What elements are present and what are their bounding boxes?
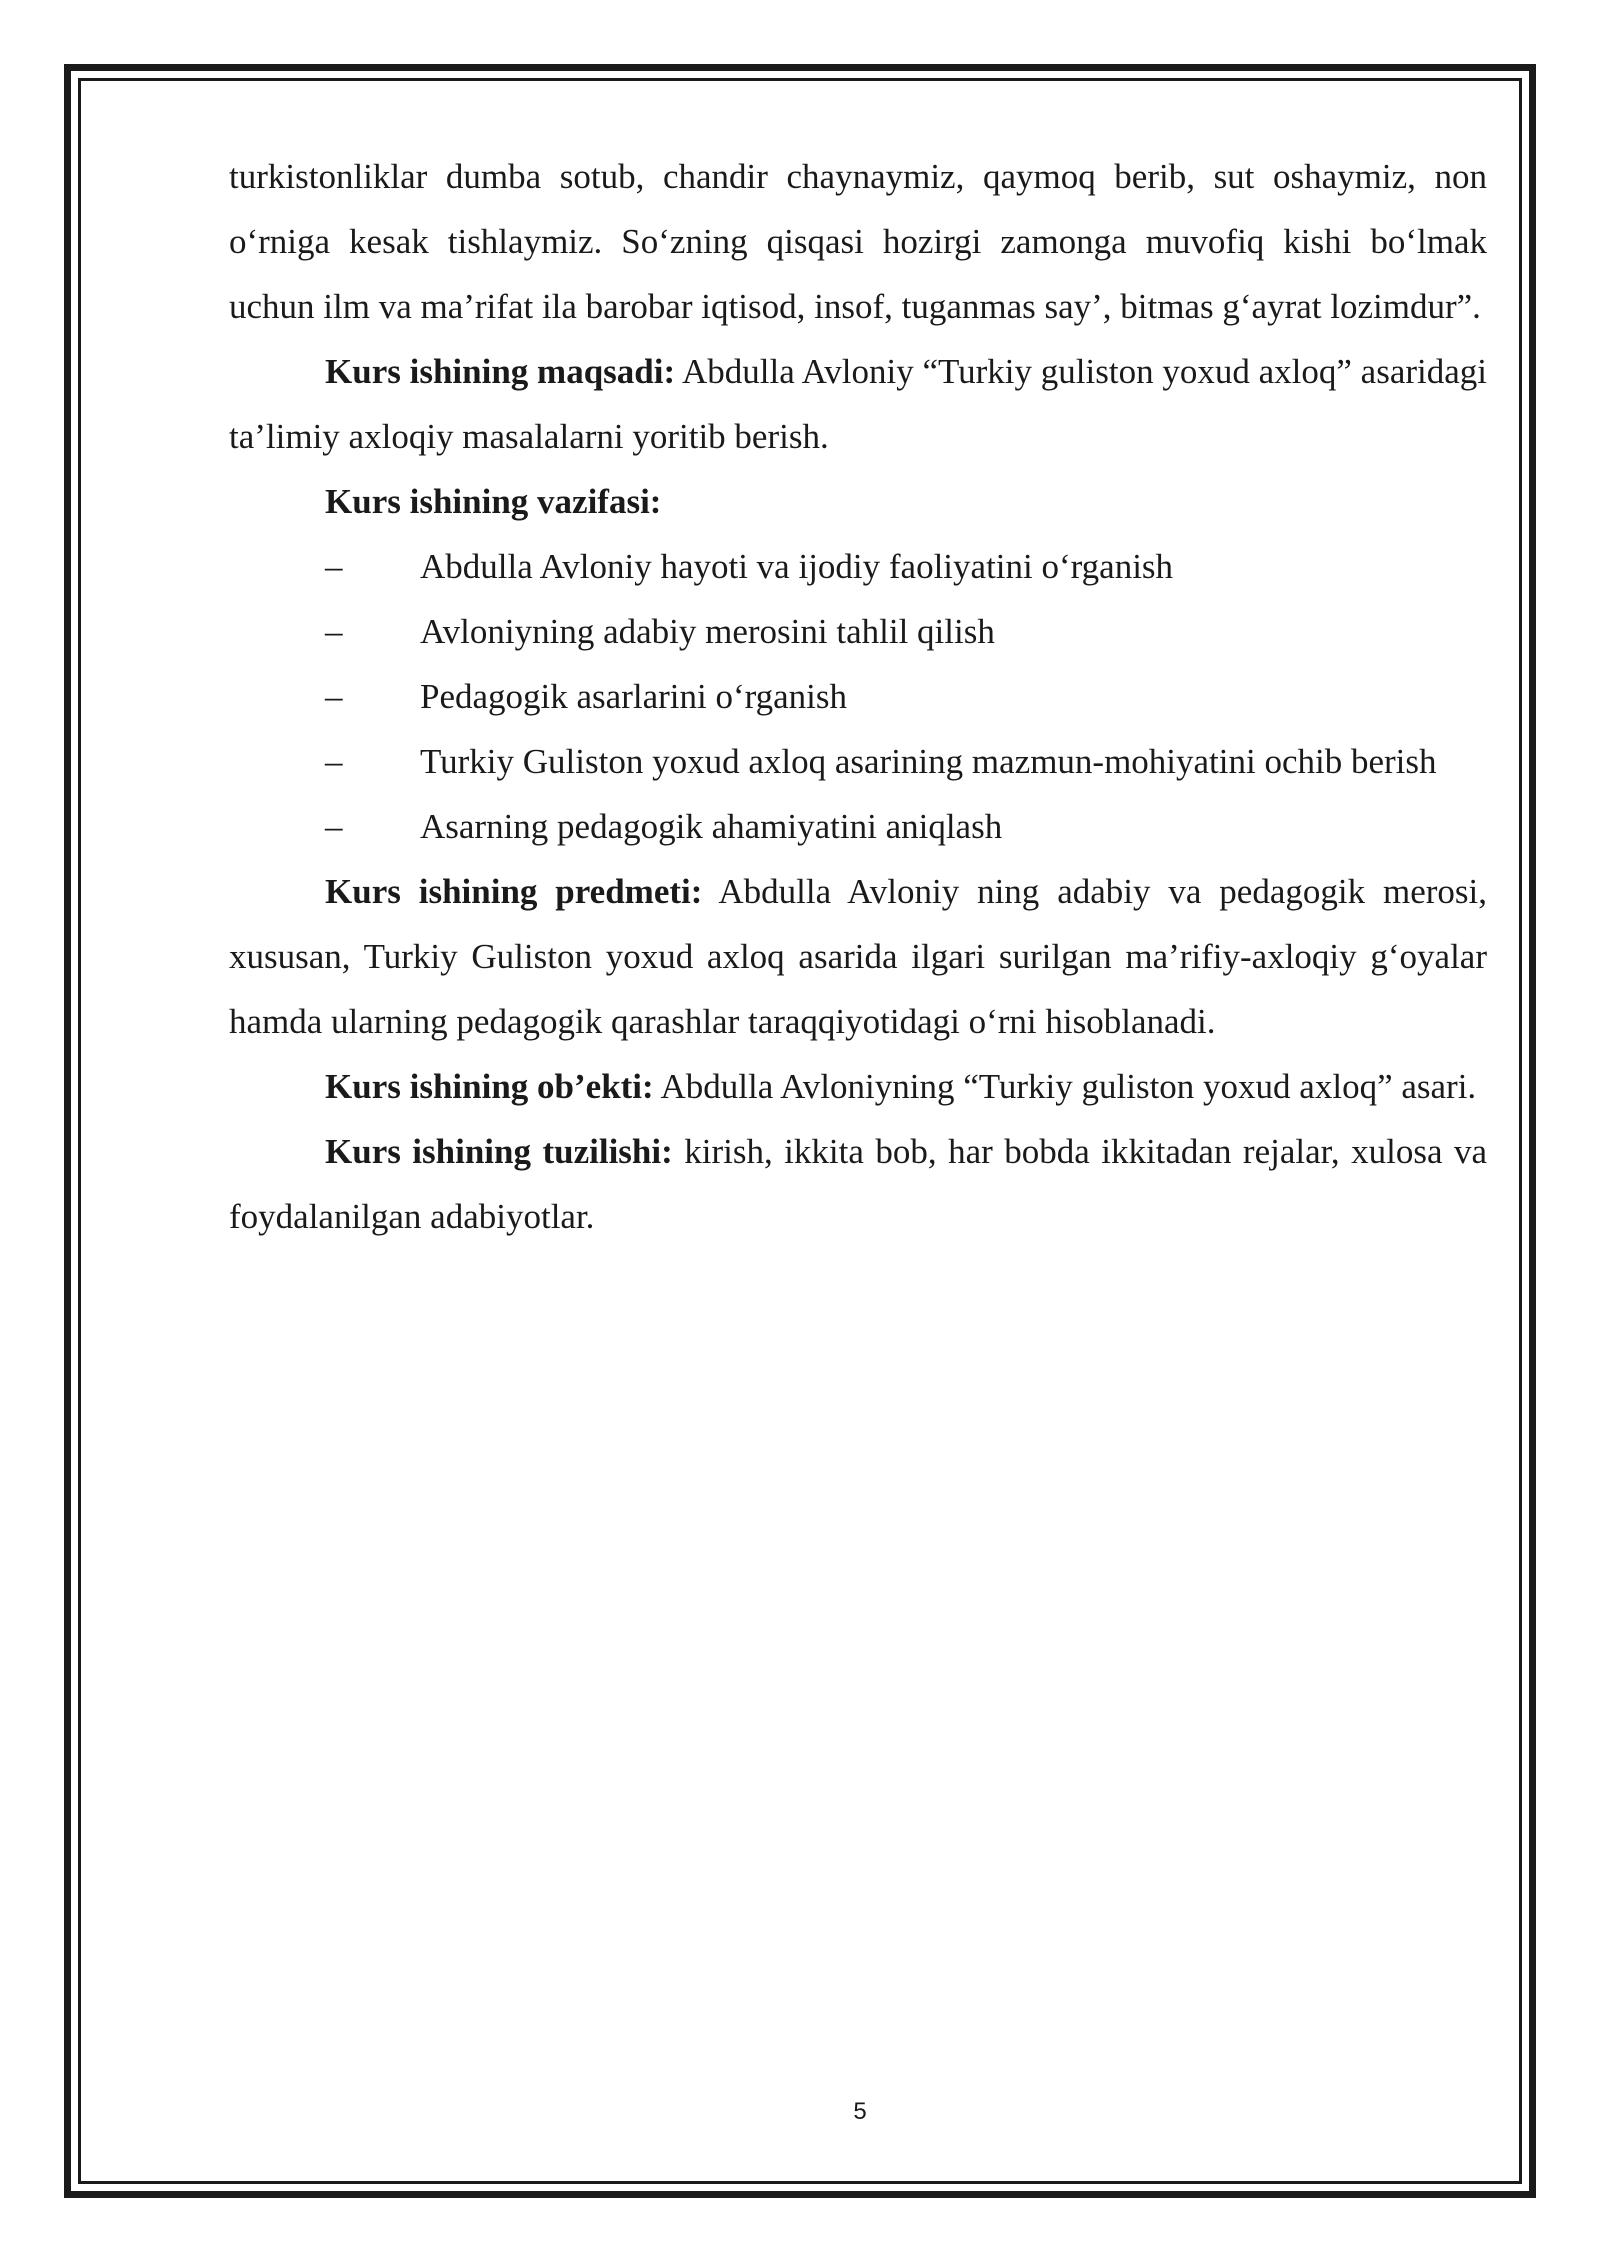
subject-text: Abdulla Avloniy ning adabiy va pedagogik merosi, xususan, Turkiy Guliston yoxud axloq asarida ilgari surilgan ma’rifiy-axloqiy g‘oyalar hamda ularning pedagogik qarashlar taraqqiyotidagi o‘rni hisoblanadi. (229, 872, 1487, 1041)
dash-bullet: – (325, 742, 343, 781)
continued-quote-paragraph: turkistonliklar dumba sotub, chandir chaynaymiz, qaymoq berib, sut oshaymiz, non o‘rniga kesak tishlaymiz. So‘zning qisqasi hozirgi zamonga muvofiq kishi bo‘lmak uchun ilm va ma’rifat ila barobar iqtisod, insof, tuganmas say’, bitmas g‘ayrat lozimdur”. (229, 157, 1487, 326)
object-label: Kurs ishining ob’ekti: (325, 1067, 654, 1106)
dash-bullet: – (325, 547, 343, 586)
list-item-text: Avloniyning adabiy merosini tahlil qilish (420, 612, 995, 651)
tasks-list (229, 534, 1487, 859)
list-item (229, 664, 1487, 729)
structure-text: kirish, ikkita bob, har bobda ikkitadan rejalar, xulosa va foydalanilgan adabiyotlar. (229, 1132, 1487, 1236)
dash-bullet: – (325, 807, 343, 846)
object-paragraph (229, 1054, 1487, 1119)
structure-label: Kurs ishining tuzilishi: (325, 1132, 673, 1171)
dash-bullet: – (325, 612, 343, 651)
page-number: 5 (853, 2098, 867, 2125)
list-item-text: Turkiy Guliston yoxud axloq asarining mazmun-mohiyatini ochib berish (420, 742, 1437, 781)
list-item (229, 729, 1487, 794)
dash-bullet: – (325, 677, 343, 716)
object-text: Abdulla Avloniyning “Turkiy guliston yoxud axloq” asari. (653, 1067, 1477, 1106)
subject-label: Kurs ishining predmeti: (325, 872, 703, 911)
tasks-heading: Kurs ishining vazifasi: (325, 482, 662, 521)
subject-paragraph (229, 859, 1487, 1054)
goal-label: Kurs ishining maqsadi: (325, 352, 676, 391)
list-item-text: Asarning pedagogik ahamiyatini aniqlash (420, 807, 1003, 846)
list-item (229, 599, 1487, 664)
goal-text: Abdulla Avloniy “Turkiy guliston yoxud axloq” asaridagi ta’limiy axloqiy masalalarni yoritib berish. (229, 352, 1487, 456)
list-item-text: Abdulla Avloniy hayoti va ijodiy faoliyatini o‘rganish (420, 547, 1174, 586)
list-item (229, 794, 1487, 859)
list-item-text: Pedagogik asarlarini o‘rganish (420, 677, 848, 716)
goal-paragraph (229, 339, 1487, 469)
page-body (229, 144, 1487, 1249)
structure-paragraph (229, 1119, 1487, 1249)
list-item (229, 534, 1487, 599)
